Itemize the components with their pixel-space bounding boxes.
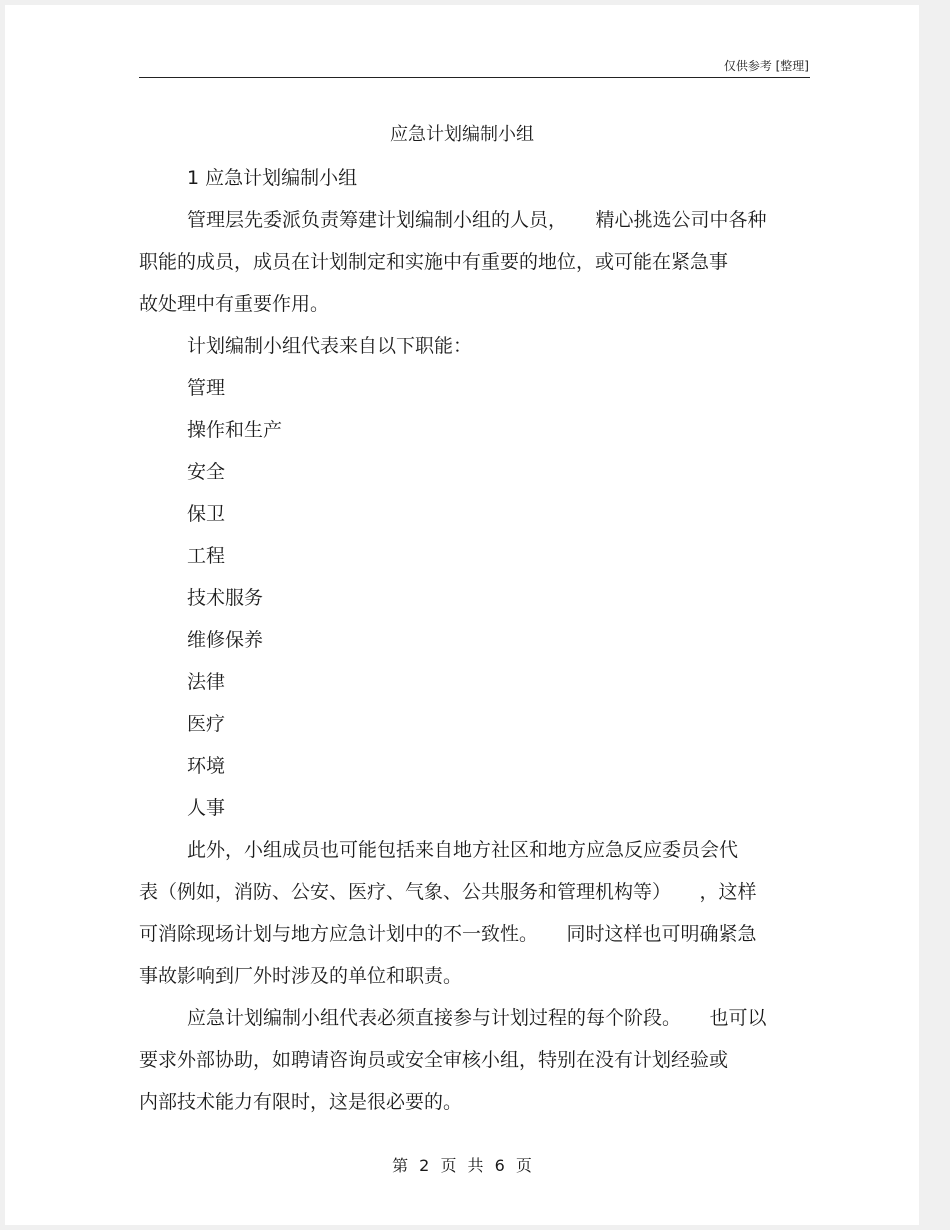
function-item: 环境 [187, 755, 226, 777]
function-item: 安全 [187, 461, 226, 483]
function-item: 维修保养 [187, 629, 264, 651]
paragraph-line: 要求外部协助，如聘请咨询员或安全审核小组，特别在没有计划经验或 [139, 1049, 729, 1071]
section-heading: 1 应急计划编制小组 [187, 167, 358, 189]
document-page [5, 5, 919, 1225]
paragraph-line: 职能的成员，成员在计划制定和实施中有重要的地位，或可能在紧急事 [139, 251, 729, 273]
paragraph-line: 事故影响到厂外时涉及的单位和职责。 [139, 965, 463, 987]
paragraph-line: 故处理中有重要作用。 [139, 293, 330, 315]
paragraph-line: 此外，小组成员也可能包括来自地方社区和地方应急反应委员会代 [187, 839, 739, 861]
document-body [139, 157, 819, 1123]
paragraph-line: 管理层先委派负责筹建计划编制小组的人员， 精心挑选公司中各种 [187, 209, 767, 231]
paragraph-line: 表（例如，消防、公安、医疗、气象、公共服务和管理机构等） ，这样 [139, 881, 757, 903]
page-footer: 第 2 页 共 6 页 [392, 1156, 532, 1175]
document-title: 应急计划编制小组 [390, 124, 534, 145]
function-item: 人事 [187, 797, 226, 819]
function-item: 技术服务 [187, 587, 264, 609]
function-item: 医疗 [187, 713, 226, 735]
functions-intro: 计划编制小组代表来自以下职能： [187, 335, 473, 357]
paragraph-line: 内部技术能力有限时，这是很必要的。 [139, 1091, 463, 1113]
paragraph-line: 应急计划编制小组代表必须直接参与计划过程的每个阶段。 也可以 [187, 1007, 767, 1029]
function-item: 管理 [187, 377, 226, 399]
page-header: 仅供参考 [整理] [723, 59, 809, 73]
function-item: 操作和生产 [187, 419, 283, 441]
function-item: 保卫 [187, 503, 226, 525]
function-item: 工程 [187, 545, 226, 567]
paragraph-line: 可消除现场计划与地方应急计划中的不一致性。 同时这样也可明确紧急 [139, 923, 757, 945]
header-divider [139, 77, 810, 78]
function-item: 法律 [187, 671, 226, 693]
